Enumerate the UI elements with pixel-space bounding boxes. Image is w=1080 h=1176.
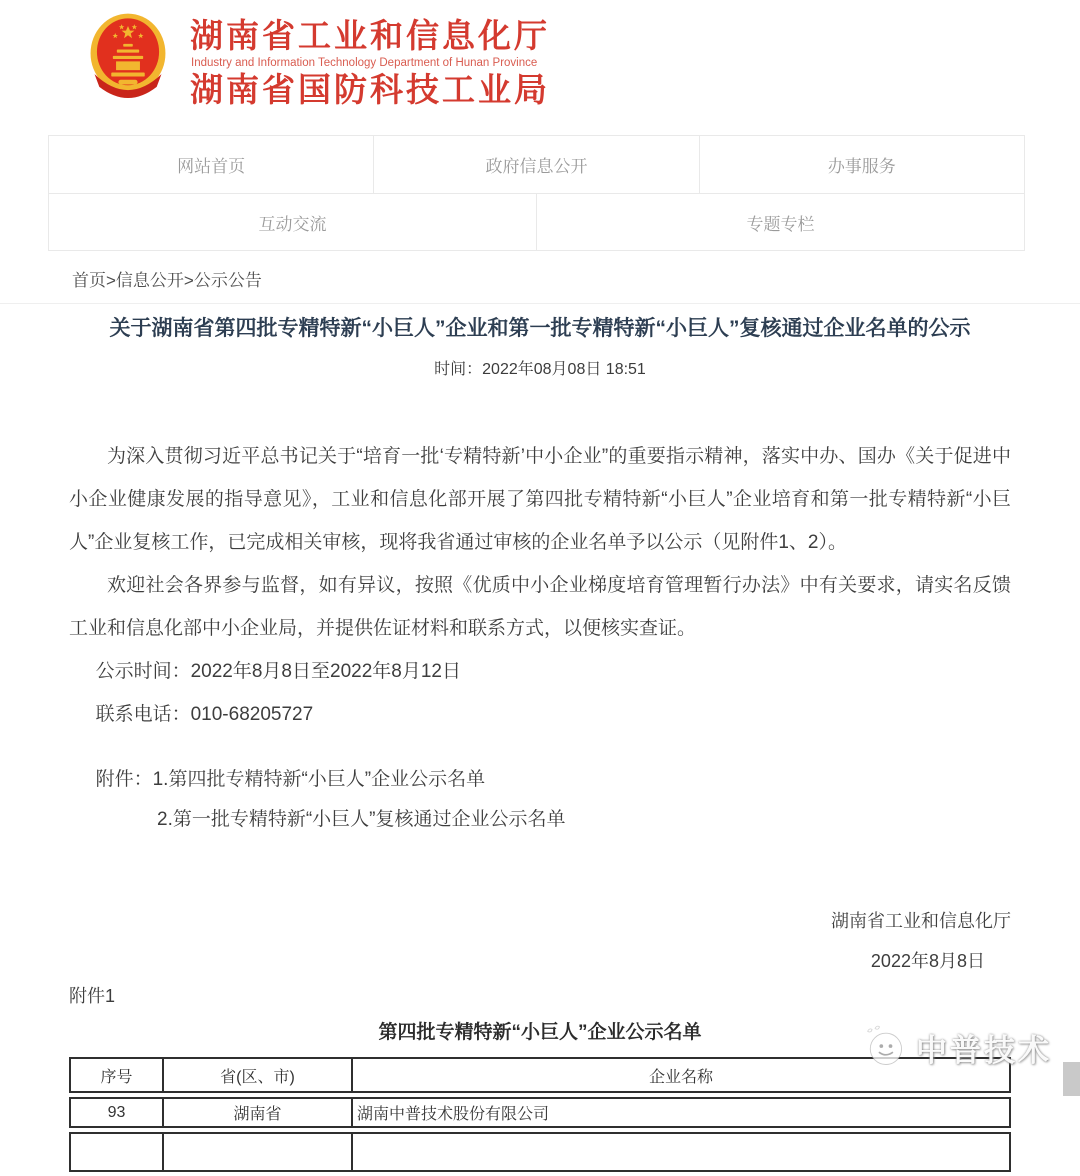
appendix-label: 附件1: [69, 986, 116, 1006]
org-names: [190, 12, 550, 108]
national-emblem-icon: [88, 12, 168, 106]
attachments-label: 附件：: [95, 769, 153, 790]
table-row-clipped: [69, 1132, 1011, 1172]
publicity-period: 公示时间：2022年8月8日至2022年8月12日: [95, 661, 461, 682]
publish-time: 时间：2022年08月08日 18:51: [434, 361, 646, 378]
nav-row-2: [49, 193, 1024, 250]
signature-date: 2022年8月8日: [870, 951, 985, 971]
attachment-item-2: 2.第一批专精特新“小巨人”复核通过企业公示名单: [157, 809, 566, 830]
signature-org: 湖南省工业和信息化厅: [831, 911, 1011, 931]
signature-block: [69, 901, 1011, 981]
article: [69, 315, 1011, 1176]
nav-item-home[interactable]: 网站首页: [49, 136, 373, 193]
scrollbar-thumb[interactable]: [1063, 1062, 1080, 1096]
paragraph-1: 为深入贯彻习近平总书记关于“培育一批‘专精特新’中小企业”的重要指示精神，落实中办、国办《关于促进中小企业健康发展的指导意见》，工业和信息化部开展了第四批专精特新“小巨人”企业培育和第一批专精特新“小巨人”企业复核工作，已完成相关审核，现将我省通过审核的企业名单予以公示（见附件1、2）。: [69, 446, 1011, 553]
cell-company: 湖南中普技术股份有限公司: [353, 1097, 1011, 1128]
appendix-table-title: 第四批专精特新“小巨人”企业公示名单: [378, 1022, 702, 1043]
nav-row-1: [49, 136, 1024, 193]
org-name-secondary: 湖南省国防科技工业局: [190, 71, 550, 108]
nav-item-gov-info[interactable]: 政府信息公开: [373, 136, 698, 193]
breadcrumb[interactable]: 首页>信息公开>公示公告: [72, 271, 262, 290]
main-nav: [48, 135, 1025, 251]
column-header-company: 企业名称: [353, 1057, 1011, 1093]
paragraph-2: 欢迎社会各界参与监督，如有异议，按照《优质中小企业梯度培育管理暂行办法》中有关要求，请实名反馈工业和信息化部中小企业局，并提供佐证材料和联系方式，以便核实查证。: [69, 575, 1011, 639]
column-header-province: 省(区、市): [164, 1057, 353, 1093]
site-header: [0, 0, 1080, 108]
cell-index: 93: [69, 1097, 164, 1128]
column-header-index: 序号: [69, 1057, 164, 1093]
attachments-block: [69, 758, 1011, 839]
attachment-line-2: [69, 801, 1011, 839]
nav-item-interaction[interactable]: 互动交流: [49, 194, 536, 250]
nav-item-special-columns[interactable]: 专题专栏: [536, 194, 1024, 250]
nav-item-services[interactable]: 办事服务: [699, 136, 1024, 193]
attachment-item-1: 1.第四批专精特新“小巨人”企业公示名单: [152, 769, 486, 790]
table-header-row: [69, 1057, 1011, 1093]
watermark-text: 中普技术: [916, 1032, 1052, 1068]
page-title: 关于湖南省第四批专精特新“小巨人”企业和第一批专精特新“小巨人”复核通过企业名单的公示: [109, 317, 971, 340]
cell-province: 湖南省: [164, 1097, 353, 1128]
article-body: [69, 435, 1011, 981]
contact-phone: 联系电话：010-68205727: [95, 704, 314, 725]
org-name-primary: 湖南省工业和信息化厅: [190, 17, 550, 54]
attachment-line-1: [69, 758, 1011, 801]
company-roster-table: [69, 1053, 1011, 1176]
table-row: [69, 1097, 1011, 1128]
breadcrumb-bar: [0, 254, 1080, 304]
org-name-english: Industry and Information Technology Department of Hunan Province: [191, 57, 538, 69]
